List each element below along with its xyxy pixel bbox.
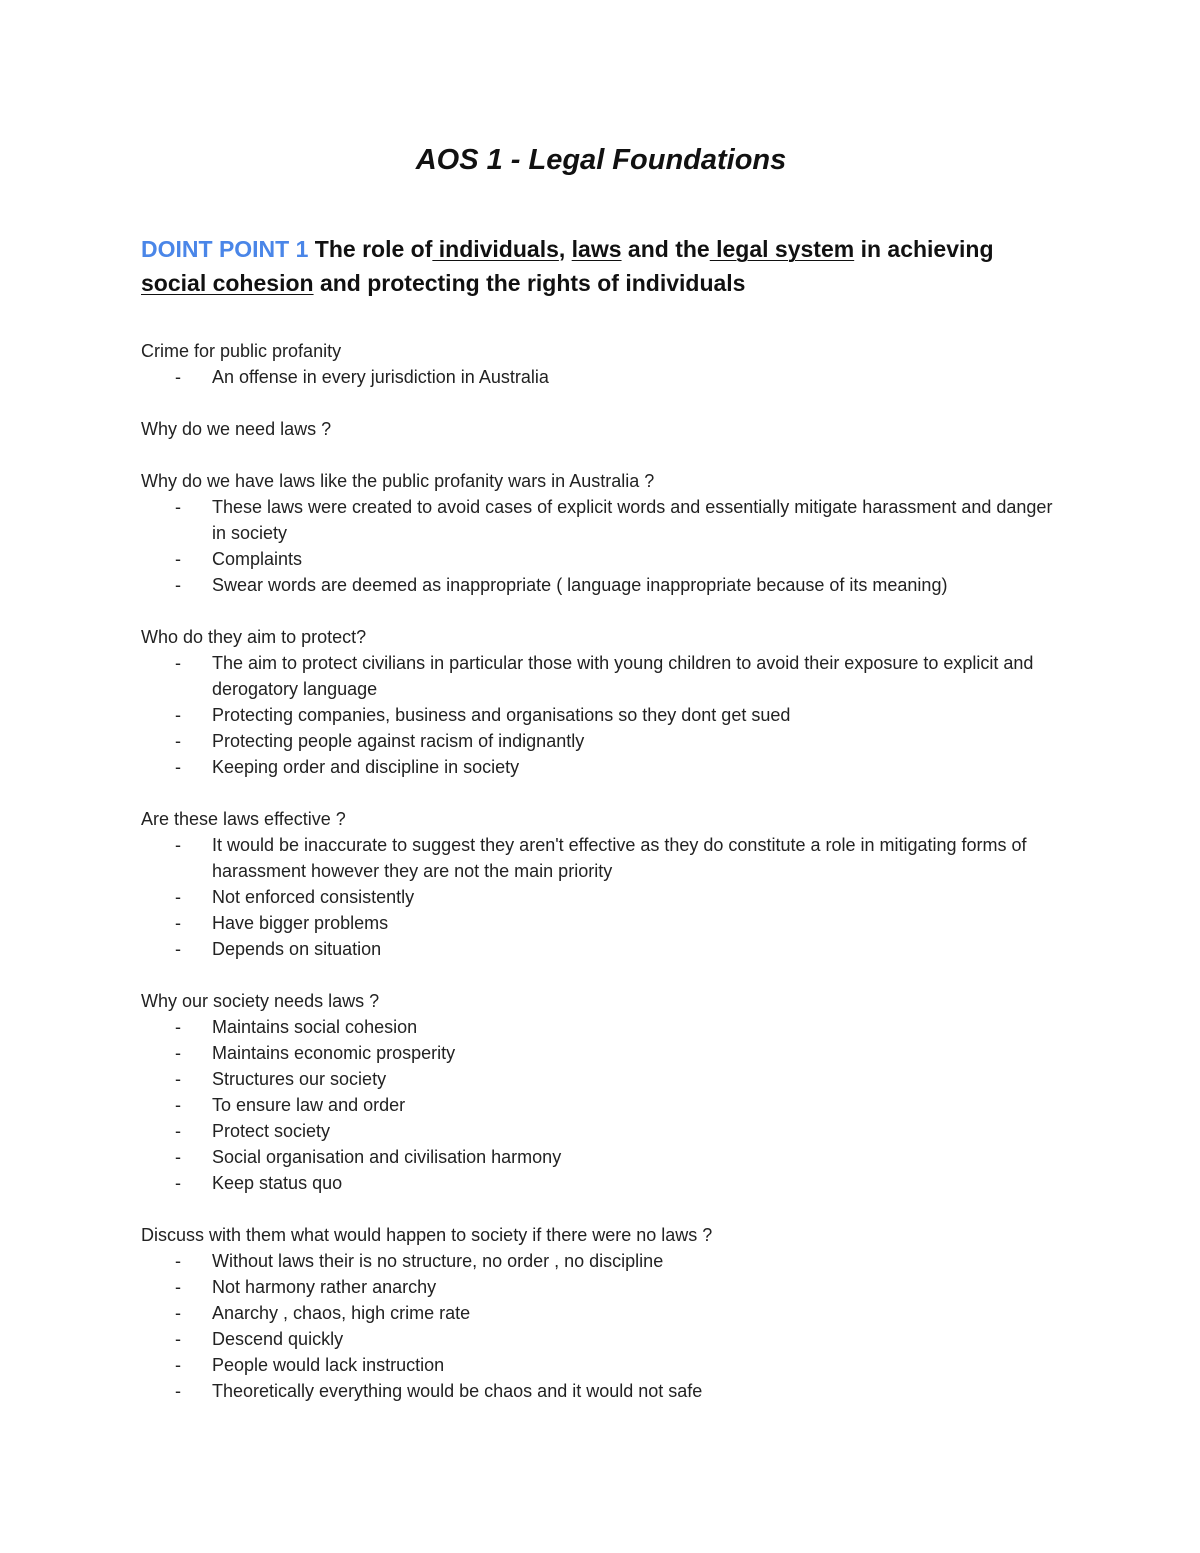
underlined-term: individuals (432, 236, 559, 262)
list-item (141, 1092, 1061, 1118)
bullet-list (141, 832, 1061, 962)
bullet-text: Not enforced consistently (212, 887, 415, 907)
list-item (141, 832, 1061, 884)
notes-section (141, 624, 1061, 780)
heading-text-segment: and the (621, 236, 710, 262)
list-item (141, 1066, 1061, 1092)
bullet-text: Protecting companies, business and organisations so they dont get sued (212, 705, 791, 725)
bullet-list (141, 494, 1061, 598)
bullet-text: Social organisation and civilisation harmony (212, 1147, 562, 1167)
list-item (141, 1352, 1061, 1378)
list-item (141, 494, 1061, 546)
list-item (141, 702, 1061, 728)
bullet-dash: - (175, 497, 181, 517)
list-item (141, 1248, 1061, 1274)
bullet-text: Not harmony rather anarchy (212, 1277, 437, 1297)
bullet-text: It would be inaccurate to suggest they aren't effective as they do constitute a role in mitigating forms of harassment however they are not the main priority (212, 835, 1027, 881)
list-item (141, 546, 1061, 572)
bullet-dash: - (175, 1043, 181, 1063)
dot-point-heading (141, 232, 1061, 300)
bullet-dash: - (175, 549, 181, 569)
bullet-dash: - (175, 1121, 181, 1141)
bullet-text: People would lack instruction (212, 1355, 445, 1375)
bullet-dash: - (175, 1381, 181, 1401)
underlined-term: legal system (709, 236, 855, 262)
notes-section (141, 1222, 1061, 1404)
notes-section (141, 468, 1061, 598)
bullet-dash: - (175, 1355, 181, 1375)
heading-text-segment: and protecting the rights of individuals (313, 270, 746, 296)
bullet-dash: - (175, 1147, 181, 1167)
notes-section (141, 338, 1061, 390)
section-question: Why do we have laws like the public profanity wars in Australia ? (141, 471, 655, 491)
bullet-dash: - (175, 1277, 181, 1297)
list-item (141, 1326, 1061, 1352)
bullet-text: Protecting people against racism of indignantly (212, 731, 585, 751)
bullet-text: Depends on situation (212, 939, 382, 959)
bullet-dash: - (175, 1329, 181, 1349)
section-question: Crime for public profanity (141, 341, 342, 361)
bullet-text: Structures our society (212, 1069, 387, 1089)
heading-text-segment: in achieving (854, 236, 994, 262)
bullet-text: Theoretically everything would be chaos and it would not safe (212, 1381, 703, 1401)
list-item (141, 884, 1061, 910)
bullet-text: Maintains economic prosperity (212, 1043, 456, 1063)
bullet-list (141, 1248, 1061, 1404)
bullet-dash: - (175, 1173, 181, 1193)
bullet-text: Swear words are deemed as inappropriate ( language inappropriate because of its meaning) (212, 575, 948, 595)
bullet-list (141, 1014, 1061, 1196)
list-item (141, 1300, 1061, 1326)
notes-section (141, 806, 1061, 962)
notes-sections (141, 338, 1061, 1404)
bullet-dash: - (175, 887, 181, 907)
list-item (141, 1144, 1061, 1170)
list-item (141, 728, 1061, 754)
list-item (141, 754, 1061, 780)
list-item (141, 1118, 1061, 1144)
document-page (141, 140, 1061, 1430)
bullet-text: Descend quickly (212, 1329, 344, 1349)
bullet-dash: - (175, 1017, 181, 1037)
bullet-dash: - (175, 835, 181, 855)
bullet-dash: - (175, 1069, 181, 1089)
bullet-dash: - (175, 1251, 181, 1271)
bullet-dash: - (175, 705, 181, 725)
bullet-dash: - (175, 1303, 181, 1323)
bullet-dash: - (175, 367, 181, 387)
bullet-list (141, 364, 1061, 390)
list-item (141, 650, 1061, 702)
bullet-dash: - (175, 731, 181, 751)
list-item (141, 1378, 1061, 1404)
bullet-dash: - (175, 757, 181, 777)
dot-point-label: DOINT POINT 1 (141, 236, 309, 262)
bullet-text: To ensure law and order (212, 1095, 406, 1115)
section-question: Why do we need laws ? (141, 419, 332, 439)
document-title: AOS 1 - Legal Foundations (415, 144, 787, 176)
bullet-text: Protect society (212, 1121, 331, 1141)
list-item (141, 910, 1061, 936)
notes-section (141, 988, 1061, 1196)
bullet-text: Complaints (212, 549, 303, 569)
section-question: Discuss with them what would happen to society if there were no laws ? (141, 1225, 713, 1245)
bullet-dash: - (175, 575, 181, 595)
bullet-text: The aim to protect civilians in particular those with young children to avoid their exposure to explicit and derogatory language (212, 653, 1034, 699)
bullet-dash: - (175, 913, 181, 933)
notes-section (141, 416, 1061, 442)
list-item (141, 1274, 1061, 1300)
bullet-text: Maintains social cohesion (212, 1017, 418, 1037)
bullet-text: Without laws their is no structure, no order , no discipline (212, 1251, 664, 1271)
list-item (141, 1040, 1061, 1066)
heading-text-segment: The role of (308, 236, 433, 262)
bullet-text: An offense in every jurisdiction in Australia (212, 367, 549, 387)
underlined-term: social cohesion (141, 270, 314, 296)
underlined-term: laws (571, 236, 622, 262)
bullet-text: Anarchy , chaos, high crime rate (212, 1303, 471, 1323)
section-question: Why our society needs laws ? (141, 991, 380, 1011)
bullet-list (141, 650, 1061, 780)
bullet-text: These laws were created to avoid cases of explicit words and essentially mitigate harassment and danger in society (212, 497, 1053, 543)
list-item (141, 1014, 1061, 1040)
list-item (141, 1170, 1061, 1196)
bullet-text: Keep status quo (212, 1173, 343, 1193)
section-question: Who do they aim to protect? (141, 627, 367, 647)
bullet-dash: - (175, 939, 181, 959)
list-item (141, 572, 1061, 598)
section-question: Are these laws effective ? (141, 809, 346, 829)
list-item (141, 364, 1061, 390)
bullet-text: Keeping order and discipline in society (212, 757, 520, 777)
bullet-dash: - (175, 1095, 181, 1115)
list-item (141, 936, 1061, 962)
bullet-dash: - (175, 653, 181, 673)
bullet-text: Have bigger problems (212, 913, 389, 933)
heading-text-segment: , (558, 236, 572, 262)
